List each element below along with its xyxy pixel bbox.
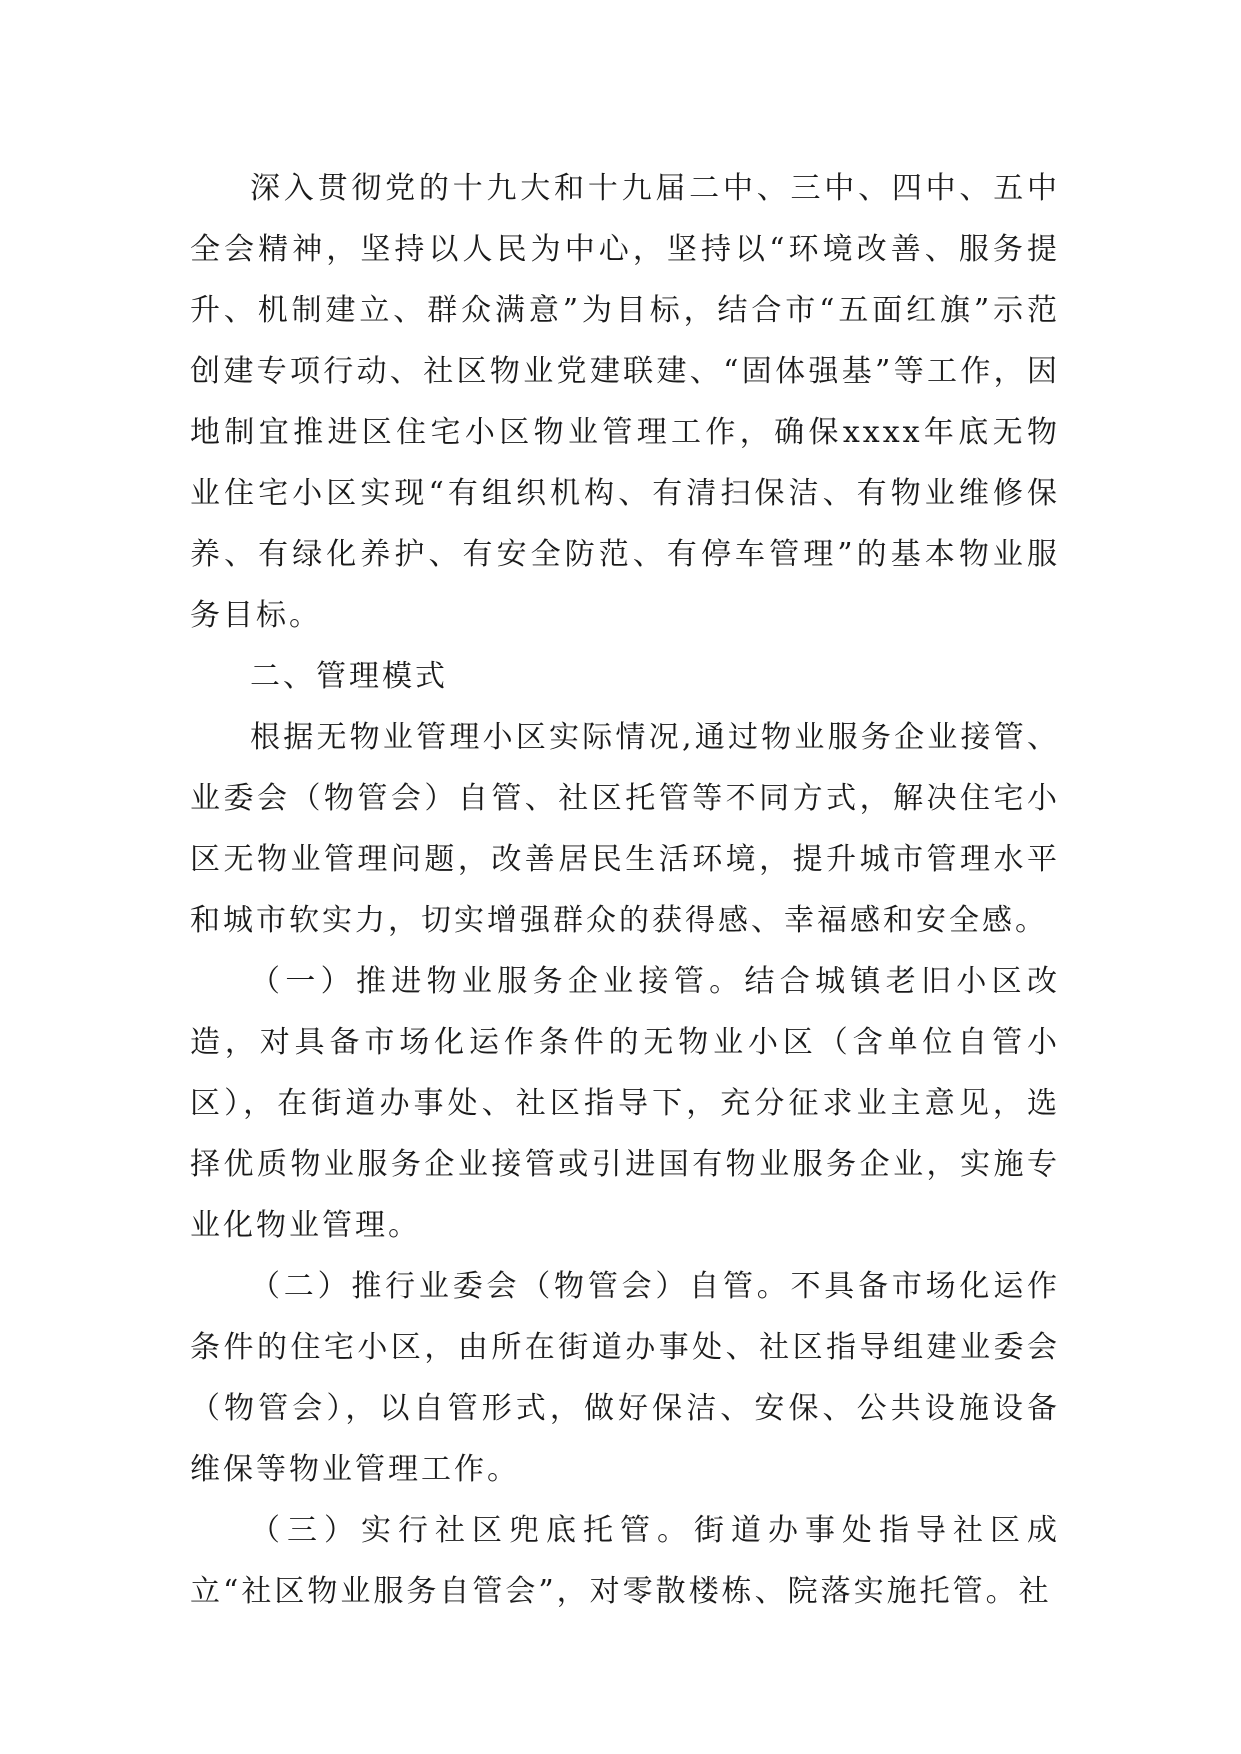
paragraph-item-2: （二）推行业委会（物管会）自管。不具备市场化运作条件的住宅小区，由所在街道办事处、社区指导组建业委会（物管会），以自管形式，做好保洁、安保、公共设施设备维保等物业管理工作。 xyxy=(190,1269,1060,1487)
paragraph-item-3: （三）实行社区兜底托管。街道办事处指导社区成立“社区物业服务自管会”，对零散楼栋、院落实施托管。社 xyxy=(190,1513,1060,1609)
paragraph-management-mode: 根据无物业管理小区实际情况,通过物业服务企业接管、业委会（物管会）自管、社区托管等不同方式，解决住宅小区无物业管理问题，改善居民生活环境，提升城市管理水平和城市软实力，切实增强群众的获得感、幸福感和安全感。 xyxy=(190,720,1060,938)
section-heading-management-mode: 二、管理模式 xyxy=(250,659,448,694)
paragraph-item-1: （一）推进物业服务企业接管。结合城镇老旧小区改造，对具备市场化运作条件的无物业小区（含单位自管小区），在街道办事处、社区指导下，充分征求业主意见，选择优质物业服务企业接管或引进国有物业服务企业，实施专业化物业管理。 xyxy=(190,964,1060,1243)
paragraph-intro: 深入贯彻党的十九大和十九届二中、三中、四中、五中全会精神，坚持以人民为中心，坚持以“环境改善、服务提升、机制建立、群众满意”为目标，结合市“五面红旗”示范创建专项行动、社区物业党建联建、“固体强基”等工作，因地制宜推进区住宅小区物业管理工作，确保xxxx年底无物业住宅小区实现“有组织机构、有清扫保洁、有物业维修保养、有绿化养护、有安全防范、有停车管理”的基本物业服务目标。 xyxy=(190,171,1060,633)
document-body xyxy=(190,158,1060,1622)
